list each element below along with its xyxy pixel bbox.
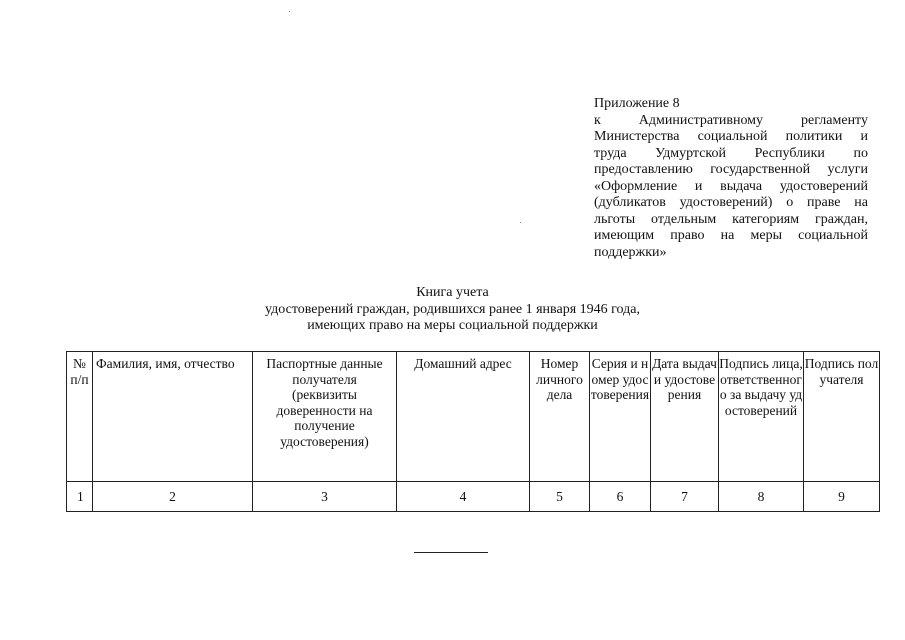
column-header-certificate-series-number: Серия и номер удостоверения [590,352,651,482]
appendix-line: Министерства социальной политики и [594,129,868,144]
column-number-cell: 1 [67,482,93,512]
book-title [150,285,755,335]
book-title-line: имеющих право на меры социальной поддержки [307,318,598,333]
scan-speck [520,222,521,223]
scan-speck [289,11,290,12]
column-number-cell: 5 [530,482,590,512]
column-header-home-address: Домашний адрес [397,352,530,482]
ledger-table [66,351,880,512]
appendix-line: «Оформление и выдача удостоверений [594,178,868,194]
appendix-line: труда Удмуртской Республики по [594,145,868,161]
appendix-block [594,96,868,261]
column-header-issue-date: Дата выдачи удостоверения [651,352,719,482]
appendix-line: к Административному регламенту [594,112,868,128]
column-number-cell: 9 [804,482,880,512]
column-number-cell: 7 [651,482,719,512]
column-header-responsible-signature: Подпись лица, ответственного за выдачу удостоверений [719,352,804,482]
table-row [67,482,880,512]
column-header-recipient-signature: Подпись получателя [804,352,880,482]
appendix-line: (дубликатов удостоверений) о праве на [594,195,868,210]
column-header-passport-data: Паспортные данные получателя (реквизиты доверенности на получение удостоверения) [253,352,397,482]
column-number-cell: 6 [590,482,651,512]
appendix-line: имеющим право на меры социальной [594,228,868,243]
book-title-line: удостоверений граждан, родившихся ранее 1 января 1946 года, [265,301,640,317]
book-title-line: Книга учета [416,285,489,300]
column-number-cell: 2 [93,482,253,512]
column-header-number: № п/п [67,352,93,482]
column-header-case-number: Номер личного дела [530,352,590,482]
appendix-line: Приложение 8 [594,96,680,111]
column-number-cell: 8 [719,482,804,512]
column-number-cell: 3 [253,482,397,512]
appendix-line: поддержки» [594,244,667,260]
column-number-cell: 4 [397,482,530,512]
appendix-line: льготы отдельным категориям граждан, [594,211,868,227]
table-header-row [67,352,880,482]
appendix-line: предоставлению государственной услуги [594,162,868,177]
end-rule [414,552,488,553]
column-header-full-name: Фамилия, имя, отчество [93,352,253,482]
